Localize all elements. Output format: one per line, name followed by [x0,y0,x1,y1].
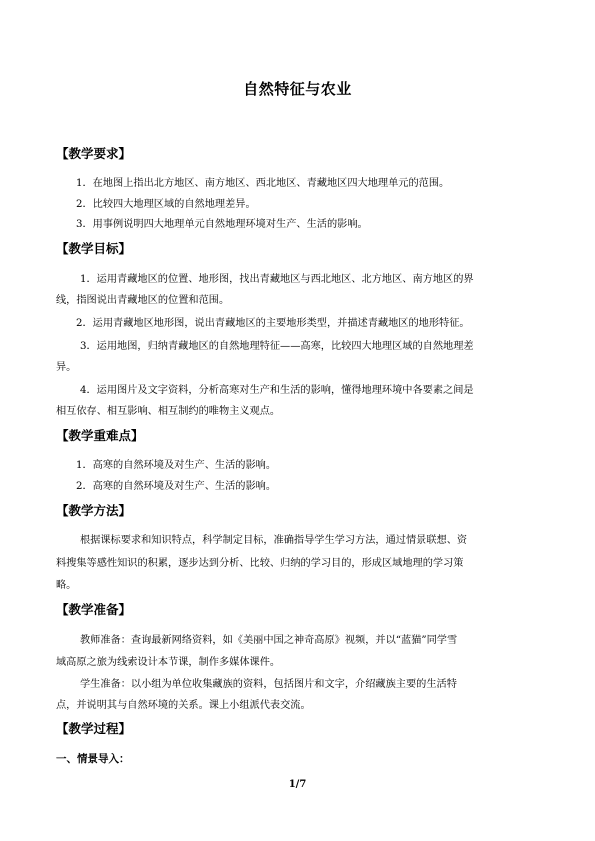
goal-line: 1．运用青藏地区的位置、地形图，找出青藏地区与西北地区、北方地区、南方地区的界 [80,274,474,285]
requirement-line: 1．在地图上指出北方地区、南方地区、西北地区、青藏地区四大地理单元的范围。 [76,178,450,189]
goal-line: 相互依存、相互影响、相互制约的唯物主义观点。 [56,406,281,417]
goal-line: 异。 [56,362,77,373]
goal-line: 线，指图说出青藏地区的位置和范围。 [56,295,230,306]
goal-line: 2．运用青藏地区地形图，说出青藏地区的主要地形类型，并描述青藏地区的地形特征。 [76,318,470,329]
preparation-line: 域高原之旅为线索设计本节课，制作多媒体课件。 [56,657,281,668]
section-heading-keypoints: 【教学重难点】 [56,428,144,443]
section-heading-requirements: 【教学要求】 [56,146,132,161]
process-step-heading: 一、情景导入： [56,753,130,765]
keypoint-line: 1．高寒的自然环境及对生产、生活的影响。 [76,460,277,471]
section-heading-preparation: 【教学准备】 [56,602,132,617]
requirement-line: 2．比较四大地理区域的自然地理差异。 [76,199,256,210]
requirement-line: 3．用事例说明四大地理单元自然地理环境对生产、生活的影响。 [76,219,368,230]
goal-line: 3．运用地图，归纳青藏地区的自然地理特征——高寒，比较四大地理区域的自然地理差 [80,341,474,352]
goal-line: 4．运用图片及文字资料，分析高寒对生产和生活的影响，懂得地理环境中各要素之间是 [80,385,474,396]
page-title: 自然特征与农业 [243,80,352,98]
methods-line: 根据课标要求和知识特点，科学制定目标，准确指导学生学习方法，通过情景联想、资 [80,535,468,546]
preparation-line: 点，并说明其与自然环境的关系。课上小组派代表交流。 [56,700,311,711]
methods-line: 料搜集等感性知识的积累，逐步达到分析、比较、归纳的学习目的，形成区域地理的学习策 [56,558,464,569]
keypoint-line: 2．高寒的自然环境及对生产、生活的影响。 [76,481,277,492]
section-heading-process: 【教学过程】 [56,721,132,736]
section-heading-methods: 【教学方法】 [56,503,132,518]
preparation-line: 教师准备：查询最新网络资料，如《美丽中国之神奇高原》视频，并以“蓝猫”同学雪 [80,635,458,646]
methods-line: 略。 [56,580,77,591]
section-heading-goals: 【教学目标】 [56,241,132,256]
page-number: 1/7 [288,779,307,790]
preparation-line: 学生准备：以小组为单位收集藏族的资料，包括图片和文字，介绍藏族主要的生活特 [80,679,457,690]
